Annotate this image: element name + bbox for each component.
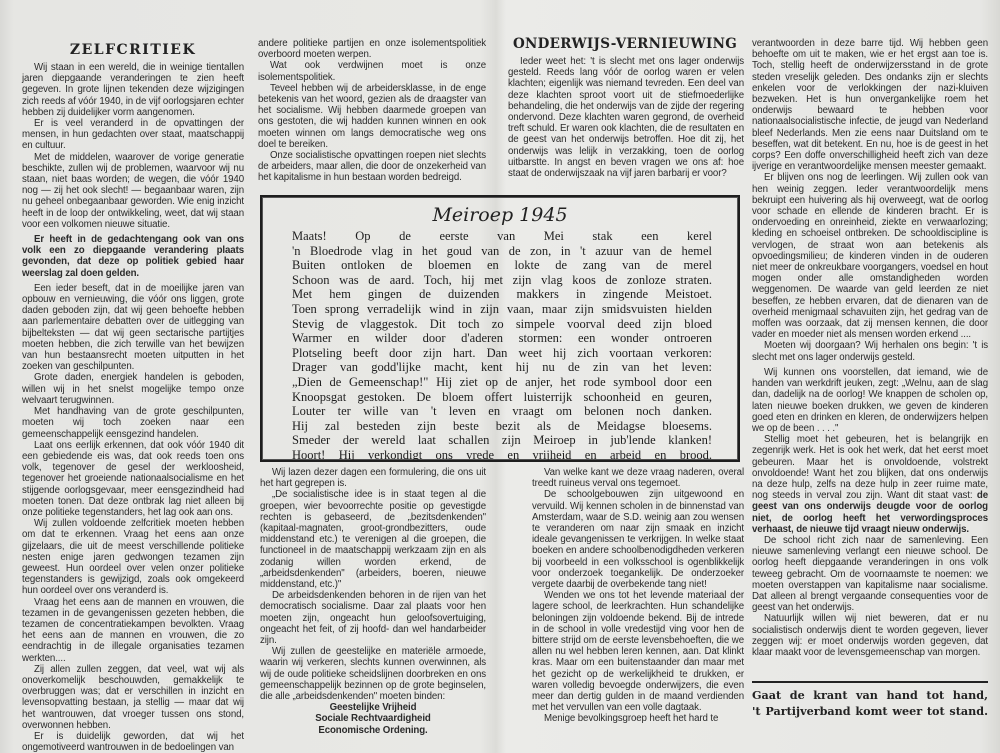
poem-line: Schoon was de aard. Toch, hij met zijn vlag koos de zonloze straten. [292,272,712,287]
poem-line: Hij zal besteden zijn beste bezit als de Meidagse bloesems. [292,418,712,433]
zelfcritiek-column [22,62,244,753]
poem-box [260,195,740,462]
article-paragraph: Geestelijke Vrijheid [329,702,417,714]
article-paragraph: Een ieder beseft, dat in de moeilijke jaren van opbouw en vernieuwing, die vóór ons liggen, grote daden geboden zijn, dat wij geen behoefte hebben aan parlementaire debatten over de uitlegging van bijbelteksten — dat wij geen sectarische partijtjes moeten hebben, die zich terwille van het bewijzen van hun bestaansrecht moeten uitputten in het zoeken van geschilpunten. [22,282,244,373]
poem-line: Plotseling beeft door zijn hart. Dan weet hij zich voortaan verkoren: [292,345,712,360]
poem-line: 'n Bloedrode vlag in het goud van de zon, in 't azuur van de hemel [292,243,712,258]
article-paragraph: verantwoorden in deze barre tijd. Wij hebben geen behoefte om uit te maken, wie er het ergst aan toe is. Toch, stellig heeft de onderwijzersstand in de grote steden vreselijk geleden. Des ondanks zijn er slechts enkelen voor de verlokkingen der nazi-kluiven bezweken. Het is hun onvergankelijke roem het onderwijs bewaard te hebben voor nationaalsocialistische infectie, de jeugd van Nederland bleef Nederlands. Men zie eens naar Duitsland om te beseffen, wat dit betekent. En nu, hoe is de geest in het corps? Een doffe onverschilligheid heeft zich van deze ijverige en verantwoordelijke mensen meester gemaakt. [752,38,988,173]
article-paragraph: Van welke kant we deze vraag naderen, overal treedt ruineus verval ons tegemoet. [532,467,744,490]
article-paragraph: Er heeft in de gedachtengang ook van ons volk een zo diepgaande verandering plaats gevonden, dat deze op politiek gebied haar weerslag zal doen gelden. [22,234,244,279]
onderwijs-column [508,56,744,179]
article-paragraph: Sociale Rechtvaardigheid [315,713,431,725]
zelfcritiek-continued-column [258,38,486,184]
poem-line: Hoort! Hij verkondigt ons vrede en vrijheid en arbeid en brood. [292,447,712,462]
onderwijs-continued-column [532,467,744,725]
article-paragraph: De school richt zich naar de samenleving. Een nieuwe samenleving verlangt een nieuwe school. De oorlog heeft diepgaande veranderingen in ons volk teweeg gebracht. Om de voornaamste te noemen: we moeten overstappen van kapitalisme naar socialisme. Dat alleen al brengt vergaande consequenties voor de geest van het onderwijs. [752,534,988,614]
slogan-line-2: 't Partijverband komt weer tot stand. [752,704,988,718]
poem-line: Smeder der wereld laat schallen zijn Meiroep in jub'lende klanken! [292,433,712,448]
poem-line: Drager van godd'lijke macht, kent hij nu de zin van het leven: [292,360,712,375]
poem-line: Knoopsgat gestoken. De bloem offert luisterrijk schoonheid en geuren, [292,389,712,404]
article-paragraph: Wenden we ons tot het levende materiaal der lagere school, de leerkrachten. Hun schandelijke beloningen zijn voldoende bekend. Bij de intrede in de school in volle vredestijd ving voor hen de bittere strijd om de eerste levensbehoeften, die we allen nu wel hebben leren kennen, aan. Dat klinkt kras. Maar om een buitenstaander dan maar met het gezicht op de werkelijkheid te drukken, er waren volledig bevoegde onderwijzers, die even meer dan dertig gulden in de maand verdienden met het vervullen van een volle dagtaak. [532,590,744,714]
poem-title: Meiroep 1945 [432,204,568,226]
article-paragraph: Onze socialistische opvattingen roepen niet slechts de arbeiders, maar allen, die door de onzekerheid van het kapitalisme in hun bestaan worden bedreigd. [258,150,486,184]
paragraph-text: Stellig moet het gebeuren, het is belangrijk en zegenrijk werk. Het is ook het werk, dat het eerst moet gebeuren. Maar het is onvoldoende, volstrekt onvoldoende! Want het zou blijken, dat ons onderwijs na deze hulp, zelfs na deze hulp in zeer ruime mate, nog steeds in verval zou zijn. Want dit staat vast: [752,434,988,502]
article-paragraph: Grote daden, energiek handelen is geboden, willen wij in het snelst mogelijke tempo onze welvaart terugwinnen. [22,372,244,406]
onderwijs-end-column [752,38,988,658]
article-paragraph: Er blijven ons nog de leerlingen. Wij zullen ook van hen weinig zeggen. Ieder verantwoordelijk mens bekruipt een huivering als hij overweegt, wat de oorlog voor schade en ellende de kinderen bracht. Er is ondervoeding en onreinheid, ziekte en verwaarlozing; kleding en schoeisel ontbreken. De schooldiscipline is vervlogen, de straat won aan betekenis als opvoedingsmilieu; de kinderen vinden in de ouderen niet meer de onkreukbare voorgangers, voedsel en hout mogen onder alle omstandigheden worden weggenomen. De waarde van geld leerden ze niet beseffen, ze hebben ervaren, dat de dienaren van de overheid menigmaal schavuiten zijn, het gedrag van de moffen was oorzaak, dat zij mensen kennen, die door vader en moeder niet als mensen worden erkend .... [752,172,988,341]
paragraph-bold-text: de geest van ons onderwijs deugde voor de oorlog niet, de oorlog heeft het verwordingsproces verhaast, de nieuwe tijd vraagt nieuw onderwijs. [752,490,988,535]
poem-line: „Dien de Gemeenschap!" Hij ziet op de anjer, het rode symbool door een [292,374,712,389]
article-paragraph: Zij allen zullen zeggen, dat veel, wat wij als onoverkomelijk beschouwden, gemakkelijk te overbruggen was; dat er verschillen in inzicht en levensopvatting bestaan, ja stellig — maar dat wij het wantrouwen, dat vroeger tussen ons stond, overwonnen hebben. [22,663,244,731]
article-paragraph: Er is duidelijk geworden, dat wij het ongemotiveerd wantrouwen in de bedoelingen van [22,730,244,753]
slogan-divider [752,681,988,683]
article-paragraph: De arbeidsdenkenden behoren in de rijen van het democratisch socialisme. Daar zal plaats voor hen moeten zijn, ongeacht hun geloofsovertuiging, ongeacht het feit, of zij hoofd- dan wel handarbeider zijn. [260,590,486,647]
article-paragraph [752,434,988,535]
article-paragraph: Wij zullen voldoende zelfcritiek moeten hebben om dat te erkennen. Vraag het eens aan onze gijzelaars, die uit de meest verschillende politieke nesten enige jaren gedwongen tezamen zijn geweest. Hun oordeel over velen onzer politieke tegenstanders is gewijzigd, zoals ook omgekeerd hun oordeel over ons veranderd is. [22,518,244,597]
article-paragraph: Wij zullen de geestelijke en materiële armoede, waarin wij verkeren, slechts kunnen overwinnen, als wij de oude politieke scheidslijnen doorbreken en ons gemeenschappelijk bezinnen op de grote beginselen, die alle „arbeidsdenkenden" moeten binden: [260,646,486,703]
poem-line: Stevig de vlaggestok. Dit toch zo simpele voorval deed zijn bloed [292,316,712,331]
article-paragraph: Wij kunnen ons voorstellen, dat iemand, wie de handen van werkdrift jeuken, zegt: „Welnu, aan de slag dan, dadelijk na de oorlog! We knappen de scholen op, laten nieuwe boeken drukken, we geven de kinderen goed eten en drinken en kleren, de onderwijzers helpen we op de been . . . ." [752,366,988,434]
article-paragraph: Economische Ordening. [318,724,428,736]
article-paragraph: Laat ons eerlijk erkennen, dat ook vóór 1940 dit een gebiedende eis was, dat ook reeds toen ons volk, tegenover de gesel der werkloosheid, tegenover het groeiende nationaalsocialisme en het stijgende oorlogsgevaar, meer eensgezindheid had moeten tonen. Dat deze ontbrak lag niet alleen bij onze politieke tegenstanders, het lag ook aan ons. [22,439,244,518]
article-paragraph: Er is veel veranderd in de opvattingen der mensen, in hun gedachten over staat, maatschappij en cultuur. [22,118,244,152]
article-paragraph: Teveel hebben wij de arbeidersklasse, in de enge betekenis van het woord, gezien als de draagster van het socialisme. Wij hebben daarmede groepen van ons gestoten, die wij hadden kunnen winnen en ook moeten winnen om langs democratische weg ons doel te bereiken. [258,82,486,150]
article-paragraph: Vraag het eens aan de mannen en vrouwen, die tezamen in de gevangenissen gezeten hebben, die tezamen de concentratiekampen bevolkten. Vraag het eens aan de mannen en vrouwen, die zo eendrachtig in de illegale organisaties tezamen werkten.... [22,596,244,664]
article-paragraph: Met handhaving van de grote geschilpunten, moeten wij toch zoeken naar een gemeenschappelijk eensgezind handelen. [22,406,244,440]
poem-line: Warmer en wilder door d'aderen stormen: een wonder ontroeren [292,331,712,346]
slogan-line-1: Gaat de krant van hand tot hand, [752,688,988,702]
article-paragraph: Wat ook verdwijnen moet is onze isolementspolitiek. [258,60,486,83]
poem-line: Toen sprong verradelijk wind in zijn vaan, maar zijn smidsvuisten hielden [292,301,712,316]
article-paragraph: „De socialistische idee is in staat tegen al die groepen, wier bevoorrechte positie op gevestigde rechten is gebaseerd, de „bezitsdenkenden" (kapitaal-magnaten, groot-grondbezitters, oude middenstand etc.) te verenigen al die groepen, die functioneel in de maatschappij werkzaam zijn en als zodanig willen worden erkend, de „arbeidsdenkenden" (arbeiders, boeren, nieuwe middenstand, etc.)" [260,489,486,591]
article-paragraph: Met de middelen, waarover de vorige generatie beschikte, zullen wij de problemen, waarvoor wij nu staan, niet baas worden; de wegen, die vóór 1940 nog — zij het ook slecht! — begaanbaar waren, zijn nu geheel onbegaanbaar geworden. Wie enig inzicht heeft in de loop der ontwikkeling, weet, dat wij staan voor een volkomen nieuwe situatie. [22,151,244,230]
zelfcritiek-title: ZELFCRITIEK [69,42,197,58]
poem-line: Maats! Op de eerste van Mei stak een kerel [292,229,712,243]
article-paragraph: Natuurlijk willen wij niet beweren, dat er nu socialistisch onderwijs dient te worden gegeven, liever zeggen wij: er moet onderwijs worden gegeven, dat klaar maakt voor de levensgemeenschap van morgen. [752,613,988,658]
poem-line: Buiten ontloken de bloemen en lokte de zang van de merel [292,258,712,273]
article-paragraph: Menige bevolkingsgroep heeft het hard te [544,713,719,725]
poem-line: Louter ter wille van 't leven en vraagt om belonen noch danken. [292,404,712,419]
onderwijs-title: ONDERWIJS-VERNIEUWING [512,36,738,52]
poem-line: Met hem gingen de duizenden makkers in zingende Meistoet. [292,287,712,302]
article-paragraph: Wij lazen dezer dagen een formulering, die ons uit het hart gegrepen is. [260,467,486,490]
poem-lines [262,229,738,463]
article-paragraph: Moeten wij doorgaan? Wij herhalen ons begin: 't is slecht met ons lager onderwijs gesteld. [752,340,988,363]
zelfcritiek-end-column [260,467,486,736]
article-paragraph: Wij staan in een wereld, die in weinige tientallen jaren diepgaande veranderingen te zien heeft gegeven. In grote lijnen tekenden deze wijzigingen zich reeds af vóór 1940, in de vijf oorlogsjaren echter hebben zij duidelijker vorm aangenomen. [22,62,244,118]
article-paragraph: andere politieke partijen en onze isolementspolitiek overboord moeten werpen. [258,38,486,61]
article-paragraph: De schoolgebouwen zijn uitgewoond en vervuild. Wij kennen scholen in de binnenstad van Amsterdam, waar de S.D. weinig aan zou wensen te veranderen om naar zijn smaak en inzicht ideale gevangenissen te verkrijgen. In welke staat boeken en andere schoolbenodigdheden verkeren bij voorbeeld in een volksschool is ogenblikkelijk voor onderzoek toegankelijk. De onderzoeker vergete daarbij de overbekende tang niet! [532,489,744,591]
slogan [752,687,988,719]
article-paragraph: Ieder weet het: 't is slecht met ons lager onderwijs gesteld. Reeds lang vóór de oorlog waren er velen klachten; eigenlijk was niemand tevreden. Een deel van deze klachten sproot voort uit de stiefmoederlijke behandeling, die het onderwijs van de zijde der regering ondervond. Deze klachten waren gegrond, de overheid treft schuld. Er waren ook klachten, die de resultaten en de geest van het onderwijs betroffen. Hoe dit zij, het onderwijs was lelijk in verzakking, toen de oorlog uitbarstte. In angst en beven vragen we ons af: hoe staat de onderwijszaak na vijf jaren barbarij er voor? [508,56,744,180]
